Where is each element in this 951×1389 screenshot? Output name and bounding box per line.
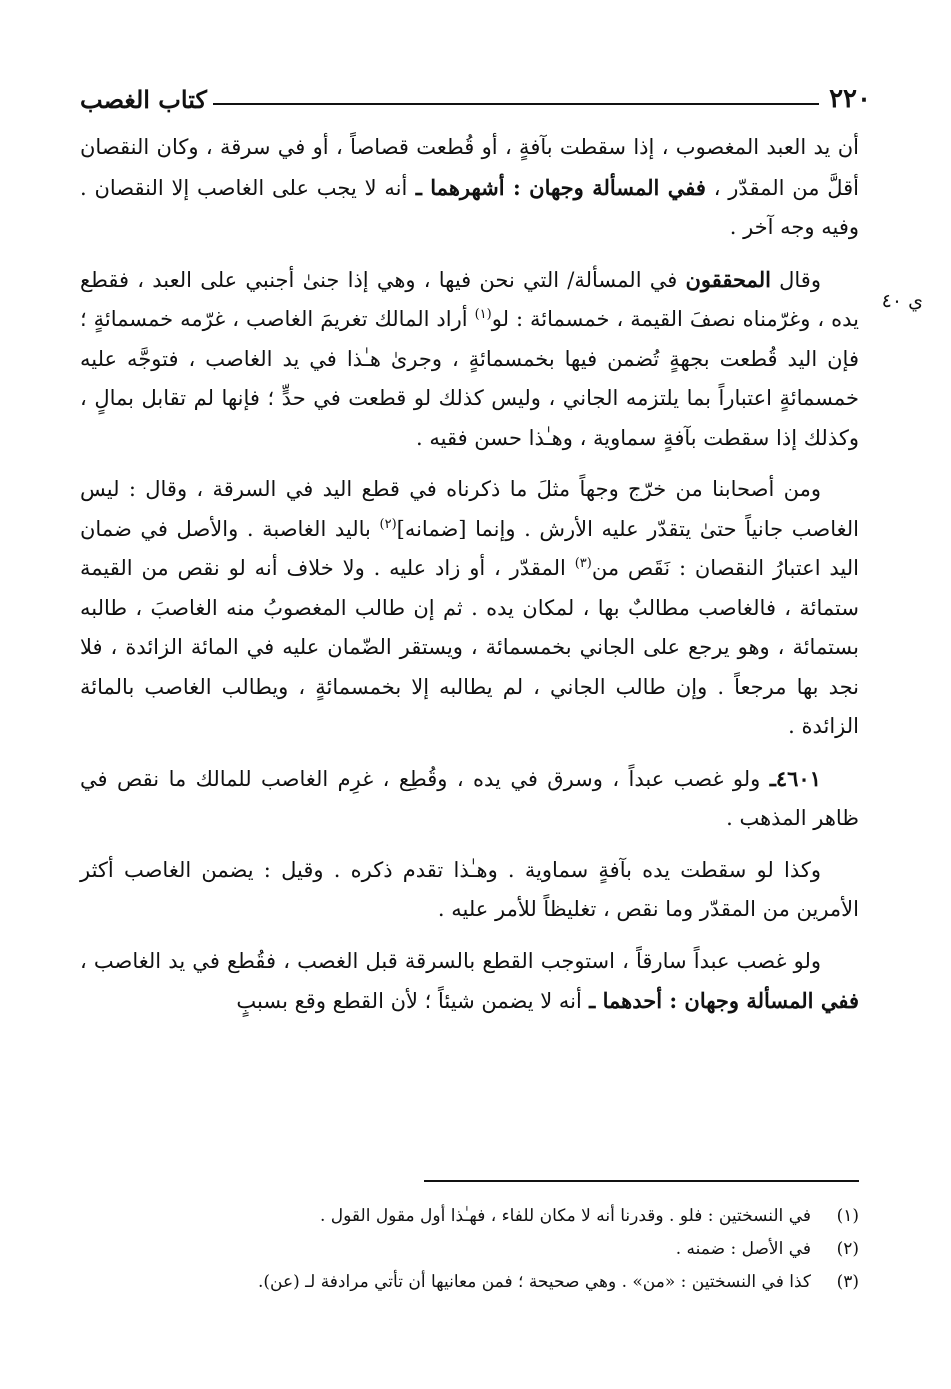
text-segment: المحققون (685, 266, 771, 292)
footnote-number: (١) (836, 1206, 859, 1226)
footnote-rule (424, 1180, 859, 1182)
footnote-1 (80, 1200, 859, 1233)
footnote-text: في النسختين : فلو . وقدرنا أنه لا مكان للفاء ، فهـٰذا أول مقول القول . (319, 1206, 811, 1226)
footnote-number: (٢) (836, 1239, 859, 1259)
page-number: ٢٢٠ (829, 84, 871, 114)
text-segment: ولو غصب عبداً سارقاً ، استوجب القطع بالسرقة قبل الغصب ، فقُطع في يد الغاصب ، (80, 948, 821, 973)
margin-manuscript-ref: ي ٤٠ (881, 290, 923, 312)
footnote-2 (80, 1233, 859, 1266)
footnote-3 (80, 1266, 859, 1299)
running-header (80, 78, 871, 114)
footnotes (80, 1200, 859, 1299)
footnote-marker: (٢) (379, 516, 397, 532)
paragraph (80, 128, 859, 248)
footnote-number: (٣) (836, 1272, 859, 1292)
text-segment: ومن أصحابنا من خرّج وجهاً مثلَ ما ذكرناه في قطع اليد في السرقة ، وقال : ليس الغاصب جانياً حتىٰ يتقدّر عليه الأرش . وإنما [ضمانه] (80, 477, 859, 541)
footnote-marker: (٣) (574, 556, 592, 571)
body-text (80, 128, 859, 1034)
text-segment: ففي المسألة وجهان : أحدهما ـ (581, 988, 859, 1013)
text-segment: أنه لا يجب على الغاصب إلا النقصان . وفيه وجه آخر . (80, 175, 859, 239)
text-segment: أراد المالك تغريمَ الغاصب ، غرّمه خمسمائةٍ ؛ فإن اليد قُطعت بجهةٍ تُضمن فيها بخمسمائةٍ ، وجرىٰ هـٰذا في يد الغاصب ، فتوجَّه عليه خمسمائةٍ اعتباراً بما يلتزمه الجاني ، وليس كذلك لو قطعت في حدٍّ ؛ فإنها لم تقابل بمالٍ ، وكذلك إذا سقطت بآفةٍ سماوية ، وهـٰذا حسن فقيه . (80, 307, 859, 450)
text-segment: ففي المسألة وجهان : أشهرهما ـ (407, 174, 706, 200)
footnote-text: كذا في النسختين : «من» . وهي صحيحة ؛ فمن معانيها أن تأتي مرادفة لـ (عن). (257, 1272, 811, 1292)
text-segment: ولو غصب عبداً ، وسرق في يده ، وقُطِع ، غرِم الغاصب للمالك ما نقص في ظاهر المذهب . (80, 766, 859, 830)
text-segment: وكذا لو سقطت يده بآفةٍ سماوية . وهـٰذا تقدم ذكره . وقيل : يضمن الغاصب أكثر الأمرين من المقدّر وما نقص ، تغليظاً للأمر عليه . (80, 857, 859, 921)
text-segment: في المسألة/ التي نحن فيها ، وهي إذا جنىٰ أجنبي على العبد ، فقطع يده ، وغرّمناه نصفَ القيمة ، خمسمائة : لو (80, 267, 859, 331)
text-segment: المقدّر ، أو زاد عليه . ولا خلاف أنه لو نقص من القيمة ستمائة ، فالغاصب مطالبٌ بها ، لمكان يده . ثم إن طالب المغصوبُ منه الغاصبَ ، طالبه بستمائة ، وهو يرجع على الجاني بخمسمائة ، ويستقر الضّمان عليه في المائة الزائدة ، فلا نجد بها مرجعاً . وإن طالب الجاني ، لم يطالبه إلا بخمسمائةٍ ، ويطالب الغاصب بالمائة الزائدة . (80, 556, 859, 738)
footnote-marker: (١) (474, 307, 492, 322)
paragraph (80, 759, 859, 839)
paragraph (80, 942, 859, 1022)
paragraph (80, 470, 859, 747)
text-segment: ٤٦٠١ـ (769, 765, 821, 791)
text-segment: أن يد العبد المغصوب ، إذا سقطت بآفةٍ ، أو قُطعت قصاصاً ، أو في سرقة ، وكان النقصان أقلَّ من المقدّر ، (80, 135, 860, 200)
text-segment: باليد الغاصبة . والأصل في ضمان اليد اعتبارُ النقصان : نَقَص من (80, 516, 859, 580)
text-segment: وقال (770, 267, 821, 292)
paragraph (80, 851, 859, 930)
footnote-text: في الأصل : ضمنه . (675, 1239, 811, 1259)
header-rule (213, 103, 819, 105)
paragraph (80, 260, 859, 459)
book-title: كتاب الغصب (80, 85, 207, 114)
text-segment: أنه لا يضمن شيئاً ؛ لأن القطع وقع بسببٍ (236, 989, 582, 1013)
